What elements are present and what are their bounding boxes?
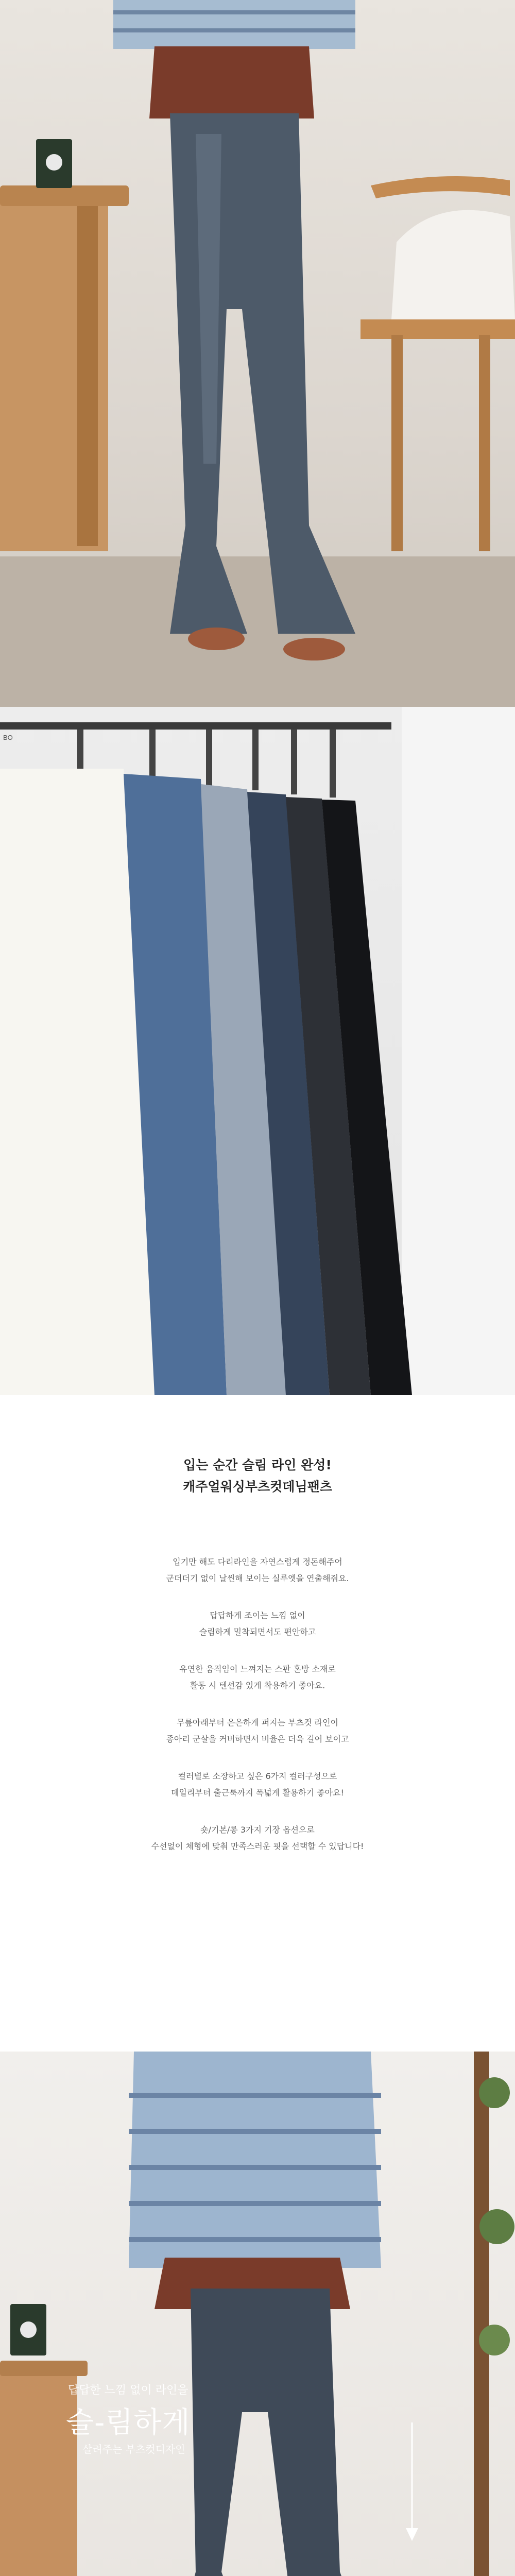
- rack-bar: [0, 722, 391, 730]
- desc-line: 입기만 해도 다리라인을 자연스럽게 정돈해주어: [173, 1557, 342, 1567]
- product-name: 캐주얼워싱부츠컷데님팬츠: [183, 1479, 332, 1494]
- left-shoe: [188, 628, 245, 650]
- sweater: [129, 2052, 381, 2268]
- plant: [479, 2077, 510, 2108]
- desc-line: 군더더기 없이 날씬해 보이는 실루엣을 연출해줘요.: [166, 1573, 349, 1583]
- headline-1: 입는 순간 슬림 라인 완성!: [183, 1458, 332, 1472]
- desc-line: 유연한 움직임이 느껴지는 스판 혼방 소재로: [179, 1664, 336, 1674]
- white-bag: [391, 210, 515, 319]
- jeans-dark-denim: [170, 2289, 376, 2576]
- desc-line: 수선없이 체형에 맞춰 만족스러운 핏을 선택할 수 있답니다!: [151, 1841, 364, 1851]
- desc-line: 숏/기본/롱 3가지 기장 옵션으로: [200, 1825, 315, 1835]
- product-photo-3: [0, 2052, 515, 2576]
- desc-line: 답답하게 조이는 느낌 없이: [210, 1611, 305, 1620]
- wooden-chair: [371, 176, 510, 198]
- photo-1-illustration: [0, 0, 515, 707]
- overlay-title: 슬-림하게: [66, 2406, 191, 2439]
- desc-line: 데일리부터 출근룩까지 폭넓게 활용하기 좋아요!: [171, 1788, 344, 1798]
- photo-3-illustration: [0, 2052, 515, 2576]
- overlay-small-text: 답답한 느낌 없이 라인을: [68, 2384, 188, 2397]
- rack-tag: BO: [3, 734, 13, 741]
- shelf: [474, 2052, 489, 2576]
- shirt: [149, 46, 314, 118]
- right-shoe: [283, 638, 345, 660]
- product-description: [0, 1395, 515, 2052]
- floor: [0, 556, 515, 707]
- desc-line: 슬림하게 밀착되면서도 편안하고: [199, 1627, 316, 1637]
- product-photo-2: [0, 707, 515, 1395]
- overlay-sub-text: 살려주는 부츠컷디자인: [82, 2443, 185, 2455]
- desc-line: 활동 시 텐션감 있게 착용하기 좋아요.: [190, 1681, 325, 1690]
- product-photo-1: [0, 0, 515, 707]
- desc-line: 컬러별로 소장하고 싶은 6가지 컬러구성으로: [178, 1771, 337, 1781]
- desc-line: 종아리 군살을 커버하면서 비율은 더욱 길어 보이고: [166, 1734, 349, 1744]
- sweater: [113, 0, 355, 49]
- photo-2-illustration: [0, 707, 515, 1395]
- desc-line: 무릎아래부터 은은하게 퍼지는 부츠컷 라인이: [176, 1718, 338, 1727]
